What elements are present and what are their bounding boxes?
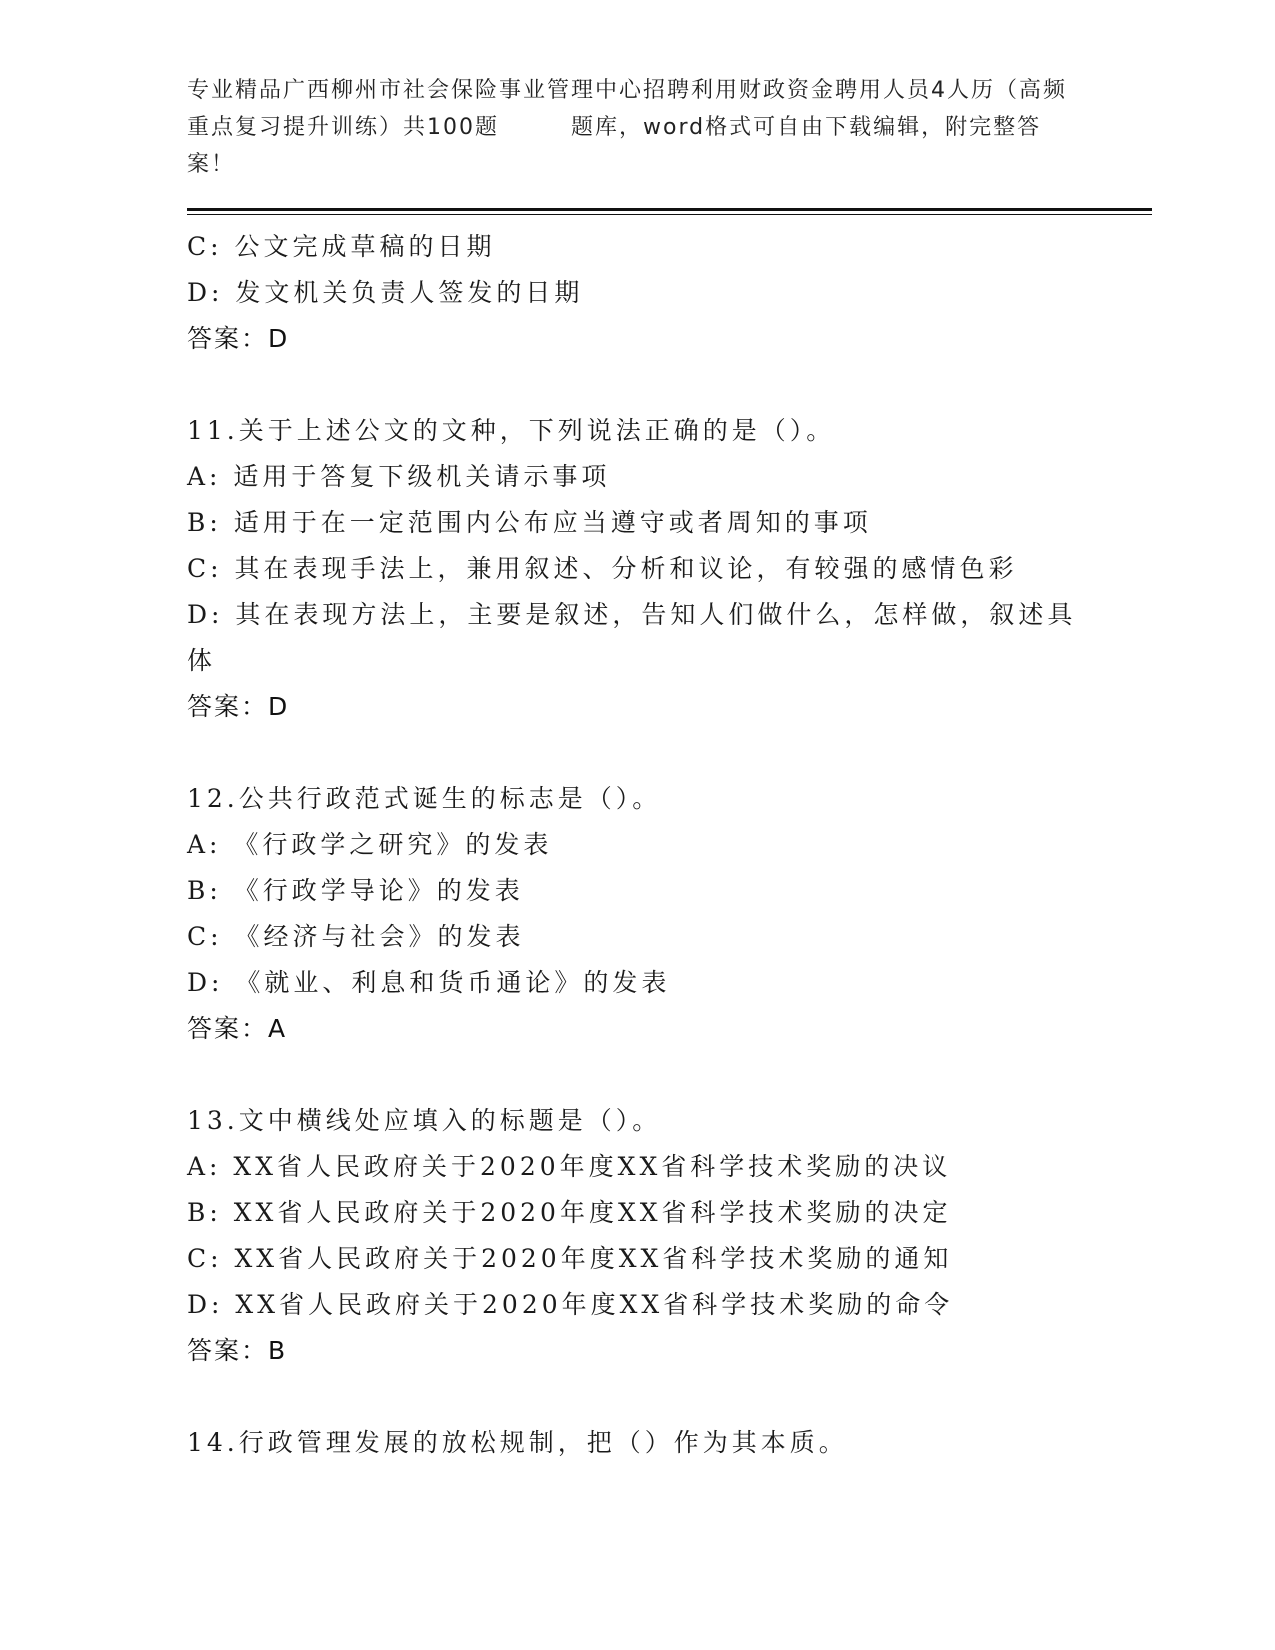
q11-option-a: A: 适用于答复下级机关请示事项 — [187, 462, 611, 491]
header-title-part1: 专业精品广西柳州市社会保险事业管理中心招聘利用财政资金聘用人员4人历（高频重点复习提升训练）共100题 — [187, 78, 1067, 140]
q12-option-c: C: 《经济与社会》的发表 — [187, 922, 525, 951]
q14-question: 14.行政管理发展的放松规制，把（）作为其本质。 — [187, 1428, 848, 1457]
q13-answer: 答案：B — [187, 1336, 288, 1365]
spacer — [187, 730, 1087, 776]
q13-option-c: C: XX省人民政府关于2020年度XX省科学技术奖励的通知 — [187, 1244, 953, 1273]
header-divider-thin — [187, 214, 1152, 215]
spacer — [187, 1374, 1087, 1420]
spacer — [187, 1052, 1087, 1098]
header-title-part2: 题库，word格式可自由下载编辑，附完整答案！ — [187, 115, 1042, 177]
q13-option-b: B: XX省人民政府关于2020年度XX省科学技术奖励的决定 — [187, 1198, 952, 1227]
q13-question: 13.文中横线处应填入的标题是（）。 — [187, 1106, 662, 1135]
q11-option-c: C: 其在表现手法上，兼用叙述、分析和议论，有较强的感情色彩 — [187, 554, 1018, 583]
q11-option-b: B: 适用于在一定范围内公布应当遵守或者周知的事项 — [187, 508, 872, 537]
q11-answer: 答案：D — [187, 692, 290, 721]
spacer — [187, 362, 1087, 408]
q12-option-a: A: 《行政学之研究》的发表 — [187, 830, 553, 859]
q10-option-c: C: 公文完成草稿的日期 — [187, 232, 496, 261]
q13-option-a: A: XX省人民政府关于2020年度XX省科学技术奖励的决议 — [187, 1152, 952, 1181]
q12-option-b: B: 《行政学导论》的发表 — [187, 876, 524, 905]
q10-answer: 答案：D — [187, 324, 290, 353]
question-list — [187, 224, 1087, 1466]
question-10-block — [187, 224, 1087, 362]
q12-answer: 答案：A — [187, 1014, 288, 1043]
question-13-block — [187, 1098, 1087, 1374]
q11-question: 11.关于上述公文的文种，下列说法正确的是（）。 — [187, 416, 836, 445]
q11-option-d: D: 其在表现方法上，主要是叙述，告知人们做什么，怎样做，叙述具体 — [187, 600, 1077, 675]
document-header — [187, 72, 1077, 183]
q12-option-d: D: 《就业、利息和货币通论》的发表 — [187, 968, 671, 997]
question-11-block — [187, 408, 1087, 730]
question-12-block — [187, 776, 1087, 1052]
q13-option-d: D: XX省人民政府关于2020年度XX省科学技术奖励的命令 — [187, 1290, 954, 1319]
q12-question: 12.公共行政范式诞生的标志是（）。 — [187, 784, 662, 813]
header-divider-thick — [187, 208, 1152, 211]
q10-option-d: D: 发文机关负责人签发的日期 — [187, 278, 584, 307]
question-14-block — [187, 1420, 1087, 1466]
